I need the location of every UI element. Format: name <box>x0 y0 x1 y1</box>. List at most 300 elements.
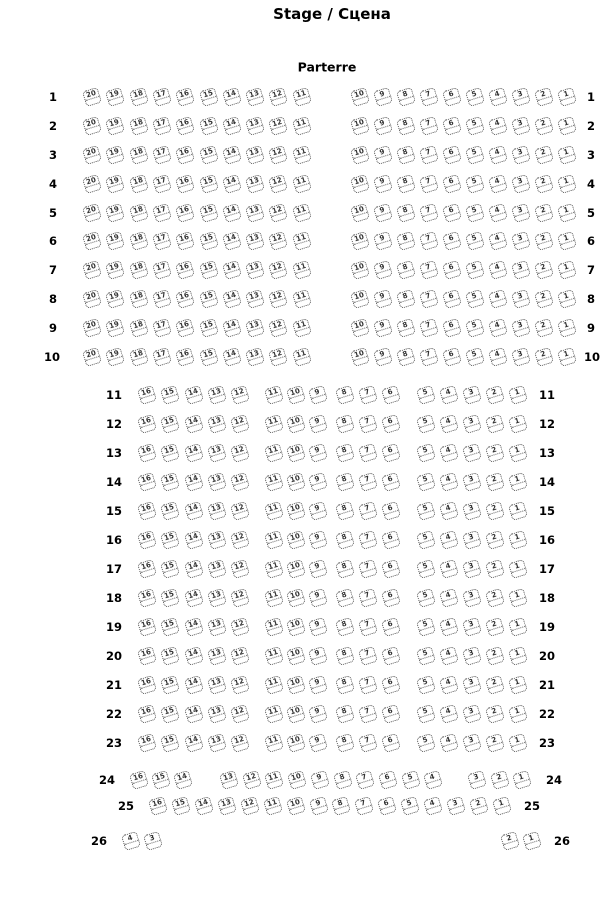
seat-row7-num11[interactable] <box>292 260 312 280</box>
seat-row25-num11[interactable] <box>263 796 283 816</box>
seat-row17-num13[interactable] <box>207 559 227 579</box>
seat-row1-num13[interactable] <box>245 87 265 107</box>
seat-row16-num9[interactable] <box>308 530 328 550</box>
seat-row5-num5[interactable] <box>465 203 485 223</box>
seat-row11-num10[interactable] <box>286 385 306 405</box>
seat-row10-num14[interactable] <box>222 347 242 367</box>
seat-row14-num1[interactable] <box>508 472 528 492</box>
seat-row6-num17[interactable] <box>152 231 172 251</box>
seat-row12-num5[interactable] <box>416 414 436 434</box>
seat-row5-num6[interactable] <box>442 203 462 223</box>
seat-row15-num14[interactable] <box>184 501 204 521</box>
seat-row21-num15[interactable] <box>160 675 180 695</box>
seat-row12-num14[interactable] <box>184 414 204 434</box>
seat-row21-num2[interactable] <box>485 675 505 695</box>
seat-row5-num13[interactable] <box>245 203 265 223</box>
seat-row14-num6[interactable] <box>381 472 401 492</box>
seat-row19-num10[interactable] <box>286 617 306 637</box>
seat-row14-num16[interactable] <box>137 472 157 492</box>
seat-row22-num14[interactable] <box>184 704 204 724</box>
seat-row4-num19[interactable] <box>105 174 125 194</box>
seat-row16-num1[interactable] <box>508 530 528 550</box>
seat-row8-num4[interactable] <box>488 289 508 309</box>
seat-row2-num18[interactable] <box>129 116 149 136</box>
seat-row10-num2[interactable] <box>534 347 554 367</box>
seat-row23-num15[interactable] <box>160 733 180 753</box>
seat-row6-num6[interactable] <box>442 231 462 251</box>
seat-row22-num11[interactable] <box>264 704 284 724</box>
seat-row19-num11[interactable] <box>264 617 284 637</box>
seat-row12-num3[interactable] <box>462 414 482 434</box>
seat-row21-num6[interactable] <box>381 675 401 695</box>
seat-row1-num11[interactable] <box>292 87 312 107</box>
seat-row13-num8[interactable] <box>335 443 355 463</box>
seat-row4-num12[interactable] <box>268 174 288 194</box>
seat-row12-num10[interactable] <box>286 414 306 434</box>
seat-row6-num3[interactable] <box>511 231 531 251</box>
seat-row9-num17[interactable] <box>152 318 172 338</box>
seat-row17-num12[interactable] <box>230 559 250 579</box>
seat-row10-num13[interactable] <box>245 347 265 367</box>
seat-row4-num10[interactable] <box>350 174 370 194</box>
seat-row7-num6[interactable] <box>442 260 462 280</box>
seat-row20-num6[interactable] <box>381 646 401 666</box>
seat-row9-num20[interactable] <box>82 318 102 338</box>
seat-row8-num7[interactable] <box>419 289 439 309</box>
seat-row14-num14[interactable] <box>184 472 204 492</box>
seat-row22-num12[interactable] <box>230 704 250 724</box>
seat-row25-num1[interactable] <box>492 796 512 816</box>
seat-row16-num2[interactable] <box>485 530 505 550</box>
seat-row19-num3[interactable] <box>462 617 482 637</box>
seat-row6-num11[interactable] <box>292 231 312 251</box>
seat-row2-num2[interactable] <box>534 116 554 136</box>
seat-row1-num18[interactable] <box>129 87 149 107</box>
seat-row14-num15[interactable] <box>160 472 180 492</box>
seat-row11-num15[interactable] <box>160 385 180 405</box>
seat-row1-num5[interactable] <box>465 87 485 107</box>
seat-row16-num10[interactable] <box>286 530 306 550</box>
seat-row6-num1[interactable] <box>557 231 577 251</box>
seat-row24-num5[interactable] <box>401 770 421 790</box>
seat-row24-num15[interactable] <box>151 770 171 790</box>
seat-row2-num6[interactable] <box>442 116 462 136</box>
seat-row7-num12[interactable] <box>268 260 288 280</box>
seat-row5-num12[interactable] <box>268 203 288 223</box>
seat-row14-num5[interactable] <box>416 472 436 492</box>
seat-row15-num6[interactable] <box>381 501 401 521</box>
seat-row3-num1[interactable] <box>557 145 577 165</box>
seat-row22-num4[interactable] <box>439 704 459 724</box>
seat-row9-num18[interactable] <box>129 318 149 338</box>
seat-row23-num7[interactable] <box>358 733 378 753</box>
seat-row16-num14[interactable] <box>184 530 204 550</box>
seat-row5-num4[interactable] <box>488 203 508 223</box>
seat-row9-num3[interactable] <box>511 318 531 338</box>
seat-row3-num17[interactable] <box>152 145 172 165</box>
seat-row23-num12[interactable] <box>230 733 250 753</box>
seat-row4-num17[interactable] <box>152 174 172 194</box>
seat-row20-num14[interactable] <box>184 646 204 666</box>
seat-row11-num6[interactable] <box>381 385 401 405</box>
seat-row13-num7[interactable] <box>358 443 378 463</box>
seat-row16-num3[interactable] <box>462 530 482 550</box>
seat-row4-num20[interactable] <box>82 174 102 194</box>
seat-row5-num18[interactable] <box>129 203 149 223</box>
seat-row17-num15[interactable] <box>160 559 180 579</box>
seat-row21-num16[interactable] <box>137 675 157 695</box>
seat-row7-num3[interactable] <box>511 260 531 280</box>
seat-row22-num7[interactable] <box>358 704 378 724</box>
seat-row14-num10[interactable] <box>286 472 306 492</box>
seat-row7-num7[interactable] <box>419 260 439 280</box>
seat-row25-num6[interactable] <box>377 796 397 816</box>
seat-row14-num13[interactable] <box>207 472 227 492</box>
seat-row13-num4[interactable] <box>439 443 459 463</box>
seat-row8-num16[interactable] <box>175 289 195 309</box>
seat-row24-num8[interactable] <box>333 770 353 790</box>
seat-row3-num7[interactable] <box>419 145 439 165</box>
seat-row24-num6[interactable] <box>378 770 398 790</box>
seat-row10-num4[interactable] <box>488 347 508 367</box>
seat-row24-num9[interactable] <box>310 770 330 790</box>
seat-row1-num16[interactable] <box>175 87 195 107</box>
seat-row5-num14[interactable] <box>222 203 242 223</box>
seat-row8-num18[interactable] <box>129 289 149 309</box>
seat-row20-num10[interactable] <box>286 646 306 666</box>
seat-row6-num12[interactable] <box>268 231 288 251</box>
seat-row12-num1[interactable] <box>508 414 528 434</box>
seat-row22-num3[interactable] <box>462 704 482 724</box>
seat-row1-num4[interactable] <box>488 87 508 107</box>
seat-row24-num16[interactable] <box>129 770 149 790</box>
seat-row19-num1[interactable] <box>508 617 528 637</box>
seat-row3-num19[interactable] <box>105 145 125 165</box>
seat-row13-num10[interactable] <box>286 443 306 463</box>
seat-row5-num3[interactable] <box>511 203 531 223</box>
seat-row2-num17[interactable] <box>152 116 172 136</box>
seat-row11-num9[interactable] <box>308 385 328 405</box>
seat-row15-num11[interactable] <box>264 501 284 521</box>
seat-row25-num14[interactable] <box>194 796 214 816</box>
seat-row11-num12[interactable] <box>230 385 250 405</box>
seat-row12-num8[interactable] <box>335 414 355 434</box>
seat-row7-num4[interactable] <box>488 260 508 280</box>
seat-row20-num7[interactable] <box>358 646 378 666</box>
seat-row12-num11[interactable] <box>264 414 284 434</box>
seat-row9-num19[interactable] <box>105 318 125 338</box>
seat-row6-num15[interactable] <box>199 231 219 251</box>
seat-row19-num4[interactable] <box>439 617 459 637</box>
seat-row6-num14[interactable] <box>222 231 242 251</box>
seat-row10-num17[interactable] <box>152 347 172 367</box>
seat-row11-num1[interactable] <box>508 385 528 405</box>
seat-row2-num9[interactable] <box>373 116 393 136</box>
seat-row23-num4[interactable] <box>439 733 459 753</box>
seat-row4-num16[interactable] <box>175 174 195 194</box>
seat-row16-num11[interactable] <box>264 530 284 550</box>
seat-row8-num20[interactable] <box>82 289 102 309</box>
seat-row18-num16[interactable] <box>137 588 157 608</box>
seat-row7-num13[interactable] <box>245 260 265 280</box>
seat-row9-num16[interactable] <box>175 318 195 338</box>
seat-row21-num10[interactable] <box>286 675 306 695</box>
seat-row23-num6[interactable] <box>381 733 401 753</box>
seat-row14-num3[interactable] <box>462 472 482 492</box>
seat-row21-num1[interactable] <box>508 675 528 695</box>
seat-row15-num9[interactable] <box>308 501 328 521</box>
seat-row2-num4[interactable] <box>488 116 508 136</box>
seat-row11-num8[interactable] <box>335 385 355 405</box>
seat-row22-num13[interactable] <box>207 704 227 724</box>
seat-row2-num12[interactable] <box>268 116 288 136</box>
seat-row10-num12[interactable] <box>268 347 288 367</box>
seat-row16-num8[interactable] <box>335 530 355 550</box>
seat-row8-num17[interactable] <box>152 289 172 309</box>
seat-row20-num1[interactable] <box>508 646 528 666</box>
seat-row12-num6[interactable] <box>381 414 401 434</box>
seat-row7-num14[interactable] <box>222 260 242 280</box>
seat-row3-num8[interactable] <box>396 145 416 165</box>
seat-row1-num20[interactable] <box>82 87 102 107</box>
seat-row24-num11[interactable] <box>264 770 284 790</box>
seat-row2-num5[interactable] <box>465 116 485 136</box>
seat-row15-num10[interactable] <box>286 501 306 521</box>
seat-row12-num7[interactable] <box>358 414 378 434</box>
seat-row24-num12[interactable] <box>242 770 262 790</box>
seat-row7-num5[interactable] <box>465 260 485 280</box>
seat-row11-num7[interactable] <box>358 385 378 405</box>
seat-row11-num14[interactable] <box>184 385 204 405</box>
seat-row23-num1[interactable] <box>508 733 528 753</box>
seat-row7-num10[interactable] <box>350 260 370 280</box>
seat-row18-num10[interactable] <box>286 588 306 608</box>
seat-row19-num14[interactable] <box>184 617 204 637</box>
seat-row17-num14[interactable] <box>184 559 204 579</box>
seat-row1-num8[interactable] <box>396 87 416 107</box>
seat-row8-num14[interactable] <box>222 289 242 309</box>
seat-row4-num18[interactable] <box>129 174 149 194</box>
seat-row9-num8[interactable] <box>396 318 416 338</box>
seat-row25-num4[interactable] <box>423 796 443 816</box>
seat-row8-num5[interactable] <box>465 289 485 309</box>
seat-row2-num13[interactable] <box>245 116 265 136</box>
seat-row22-num8[interactable] <box>335 704 355 724</box>
seat-row12-num4[interactable] <box>439 414 459 434</box>
seat-row18-num12[interactable] <box>230 588 250 608</box>
seat-row4-num5[interactable] <box>465 174 485 194</box>
seat-row3-num5[interactable] <box>465 145 485 165</box>
seat-row16-num16[interactable] <box>137 530 157 550</box>
seat-row15-num3[interactable] <box>462 501 482 521</box>
seat-row7-num9[interactable] <box>373 260 393 280</box>
seat-row25-num9[interactable] <box>309 796 329 816</box>
seat-row11-num5[interactable] <box>416 385 436 405</box>
seat-row7-num1[interactable] <box>557 260 577 280</box>
seat-row3-num12[interactable] <box>268 145 288 165</box>
seat-row25-num2[interactable] <box>469 796 489 816</box>
seat-row14-num4[interactable] <box>439 472 459 492</box>
seat-row9-num5[interactable] <box>465 318 485 338</box>
seat-row4-num11[interactable] <box>292 174 312 194</box>
seat-row23-num5[interactable] <box>416 733 436 753</box>
seat-row8-num13[interactable] <box>245 289 265 309</box>
seat-row26-num2[interactable] <box>500 831 520 851</box>
seat-row8-num11[interactable] <box>292 289 312 309</box>
seat-row6-num2[interactable] <box>534 231 554 251</box>
seat-row7-num8[interactable] <box>396 260 416 280</box>
seat-row21-num11[interactable] <box>264 675 284 695</box>
seat-row23-num3[interactable] <box>462 733 482 753</box>
seat-row1-num6[interactable] <box>442 87 462 107</box>
seat-row9-num6[interactable] <box>442 318 462 338</box>
seat-row6-num16[interactable] <box>175 231 195 251</box>
seat-row20-num4[interactable] <box>439 646 459 666</box>
seat-row3-num20[interactable] <box>82 145 102 165</box>
seat-row8-num2[interactable] <box>534 289 554 309</box>
seat-row13-num2[interactable] <box>485 443 505 463</box>
seat-row21-num3[interactable] <box>462 675 482 695</box>
seat-row13-num16[interactable] <box>137 443 157 463</box>
seat-row11-num3[interactable] <box>462 385 482 405</box>
seat-row18-num5[interactable] <box>416 588 436 608</box>
seat-row19-num7[interactable] <box>358 617 378 637</box>
seat-row7-num18[interactable] <box>129 260 149 280</box>
seat-row8-num10[interactable] <box>350 289 370 309</box>
seat-row25-num16[interactable] <box>148 796 168 816</box>
seat-row13-num3[interactable] <box>462 443 482 463</box>
seat-row13-num11[interactable] <box>264 443 284 463</box>
seat-row10-num7[interactable] <box>419 347 439 367</box>
seat-row6-num13[interactable] <box>245 231 265 251</box>
seat-row9-num1[interactable] <box>557 318 577 338</box>
seat-row10-num11[interactable] <box>292 347 312 367</box>
seat-row18-num8[interactable] <box>335 588 355 608</box>
seat-row25-num8[interactable] <box>331 796 351 816</box>
seat-row7-num19[interactable] <box>105 260 125 280</box>
seat-row22-num15[interactable] <box>160 704 180 724</box>
seat-row13-num13[interactable] <box>207 443 227 463</box>
seat-row10-num6[interactable] <box>442 347 462 367</box>
seat-row21-num5[interactable] <box>416 675 436 695</box>
seat-row10-num9[interactable] <box>373 347 393 367</box>
seat-row3-num18[interactable] <box>129 145 149 165</box>
seat-row3-num4[interactable] <box>488 145 508 165</box>
seat-row11-num4[interactable] <box>439 385 459 405</box>
seat-row6-num10[interactable] <box>350 231 370 251</box>
seat-row17-num2[interactable] <box>485 559 505 579</box>
seat-row13-num6[interactable] <box>381 443 401 463</box>
seat-row13-num14[interactable] <box>184 443 204 463</box>
seat-row4-num13[interactable] <box>245 174 265 194</box>
seat-row16-num12[interactable] <box>230 530 250 550</box>
seat-row17-num3[interactable] <box>462 559 482 579</box>
seat-row18-num2[interactable] <box>485 588 505 608</box>
seat-row1-num10[interactable] <box>350 87 370 107</box>
seat-row14-num12[interactable] <box>230 472 250 492</box>
seat-row5-num15[interactable] <box>199 203 219 223</box>
seat-row12-num16[interactable] <box>137 414 157 434</box>
seat-row20-num5[interactable] <box>416 646 436 666</box>
seat-row2-num16[interactable] <box>175 116 195 136</box>
seat-row9-num4[interactable] <box>488 318 508 338</box>
seat-row5-num9[interactable] <box>373 203 393 223</box>
seat-row24-num7[interactable] <box>355 770 375 790</box>
seat-row19-num15[interactable] <box>160 617 180 637</box>
seat-row14-num11[interactable] <box>264 472 284 492</box>
seat-row8-num8[interactable] <box>396 289 416 309</box>
seat-row20-num3[interactable] <box>462 646 482 666</box>
seat-row17-num6[interactable] <box>381 559 401 579</box>
seat-row8-num9[interactable] <box>373 289 393 309</box>
seat-row15-num7[interactable] <box>358 501 378 521</box>
seat-row3-num13[interactable] <box>245 145 265 165</box>
seat-row17-num8[interactable] <box>335 559 355 579</box>
seat-row4-num14[interactable] <box>222 174 242 194</box>
seat-row6-num7[interactable] <box>419 231 439 251</box>
seat-row6-num19[interactable] <box>105 231 125 251</box>
seat-row14-num2[interactable] <box>485 472 505 492</box>
seat-row10-num3[interactable] <box>511 347 531 367</box>
seat-row10-num8[interactable] <box>396 347 416 367</box>
seat-row6-num8[interactable] <box>396 231 416 251</box>
seat-row15-num4[interactable] <box>439 501 459 521</box>
seat-row4-num6[interactable] <box>442 174 462 194</box>
seat-row4-num15[interactable] <box>199 174 219 194</box>
seat-row23-num8[interactable] <box>335 733 355 753</box>
seat-row15-num1[interactable] <box>508 501 528 521</box>
seat-row18-num6[interactable] <box>381 588 401 608</box>
seat-row9-num7[interactable] <box>419 318 439 338</box>
seat-row7-num2[interactable] <box>534 260 554 280</box>
seat-row2-num1[interactable] <box>557 116 577 136</box>
seat-row21-num8[interactable] <box>335 675 355 695</box>
seat-row13-num1[interactable] <box>508 443 528 463</box>
seat-row3-num15[interactable] <box>199 145 219 165</box>
seat-row1-num7[interactable] <box>419 87 439 107</box>
seat-row17-num10[interactable] <box>286 559 306 579</box>
seat-row15-num16[interactable] <box>137 501 157 521</box>
seat-row1-num2[interactable] <box>534 87 554 107</box>
seat-row18-num14[interactable] <box>184 588 204 608</box>
seat-row2-num10[interactable] <box>350 116 370 136</box>
seat-row22-num5[interactable] <box>416 704 436 724</box>
seat-row9-num11[interactable] <box>292 318 312 338</box>
seat-row21-num4[interactable] <box>439 675 459 695</box>
seat-row20-num8[interactable] <box>335 646 355 666</box>
seat-row3-num10[interactable] <box>350 145 370 165</box>
seat-row19-num6[interactable] <box>381 617 401 637</box>
seat-row19-num5[interactable] <box>416 617 436 637</box>
seat-row1-num17[interactable] <box>152 87 172 107</box>
seat-row25-num3[interactable] <box>446 796 466 816</box>
seat-row1-num14[interactable] <box>222 87 242 107</box>
seat-row9-num14[interactable] <box>222 318 242 338</box>
seat-row3-num11[interactable] <box>292 145 312 165</box>
seat-row13-num9[interactable] <box>308 443 328 463</box>
seat-row2-num20[interactable] <box>82 116 102 136</box>
seat-row7-num17[interactable] <box>152 260 172 280</box>
seat-row24-num14[interactable] <box>173 770 193 790</box>
seat-row17-num7[interactable] <box>358 559 378 579</box>
seat-row1-num1[interactable] <box>557 87 577 107</box>
seat-row19-num2[interactable] <box>485 617 505 637</box>
seat-row19-num13[interactable] <box>207 617 227 637</box>
seat-row25-num10[interactable] <box>286 796 306 816</box>
seat-row26-num3[interactable] <box>143 831 163 851</box>
seat-row17-num11[interactable] <box>264 559 284 579</box>
seat-row23-num10[interactable] <box>286 733 306 753</box>
